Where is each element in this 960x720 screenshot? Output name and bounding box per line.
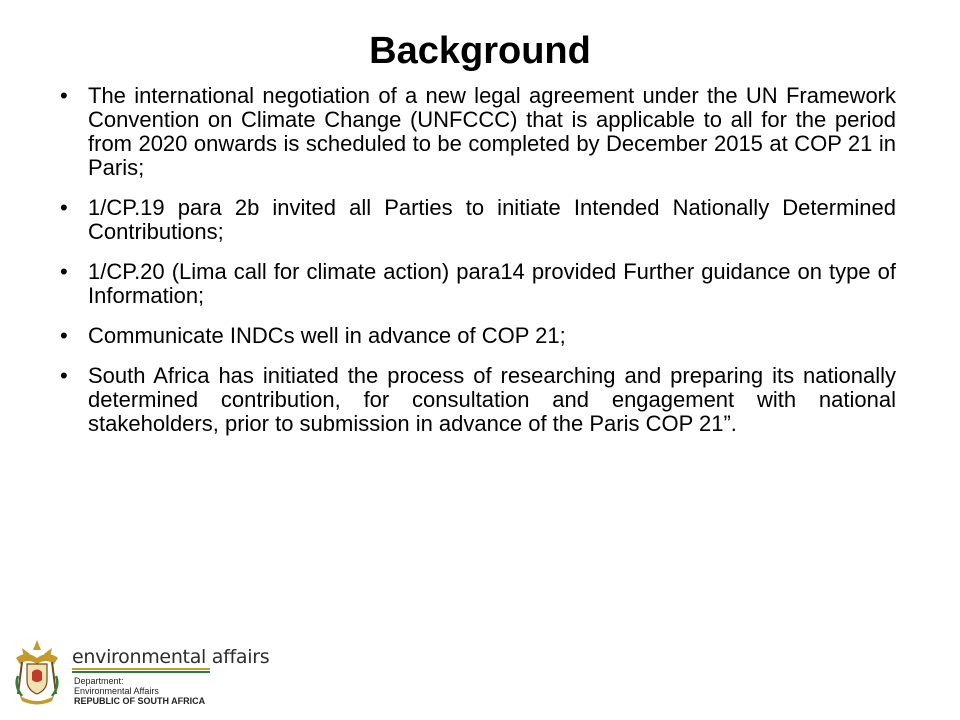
bullet-icon: •: [60, 83, 68, 108]
department-text: [74, 676, 205, 706]
list-item: [60, 84, 896, 180]
bullet-text: Communicate INDCs well in advance of COP 21;: [88, 323, 566, 348]
list-item: [60, 364, 896, 436]
bullet-text: The international negotiation of a new legal agreement under the UN Framework Convention on Climate Change (UNFCCC) that is applicable to all for the period from 2020 onwards is scheduled to be completed by December 2015 at COP 21 in Paris;: [88, 83, 896, 180]
bullet-list: [60, 84, 896, 452]
bullet-text: 1/CP.20 (Lima call for climate action) para14 provided Further guidance on type of Information;: [88, 259, 896, 308]
bullet-icon: •: [60, 363, 68, 388]
department-line: Environmental Affairs: [74, 686, 159, 696]
logo-divider: [72, 668, 210, 670]
bullet-text: 1/CP.19 para 2b invited all Parties to initiate Intended Nationally Determined Contributions;: [88, 195, 896, 244]
bullet-icon: •: [60, 323, 68, 348]
department-logo: [8, 636, 270, 708]
list-item: [60, 324, 896, 348]
bullet-icon: •: [60, 195, 68, 220]
logo-divider: [72, 671, 210, 673]
brand-name: environmental affairs: [72, 646, 270, 668]
coat-of-arms-icon: [8, 636, 66, 706]
list-item: [60, 260, 896, 308]
bullet-text: South Africa has initiated the process of researching and preparing its nationally determined contribution, for consultation and engagement with national stakeholders, prior to submission in advance of the Paris COP 21”.: [88, 363, 896, 436]
country-line: REPUBLIC OF SOUTH AFRICA: [74, 696, 206, 706]
department-line: Department:: [74, 676, 124, 686]
bullet-icon: •: [60, 259, 68, 284]
slide-title: Background: [369, 30, 591, 72]
list-item: [60, 196, 896, 244]
